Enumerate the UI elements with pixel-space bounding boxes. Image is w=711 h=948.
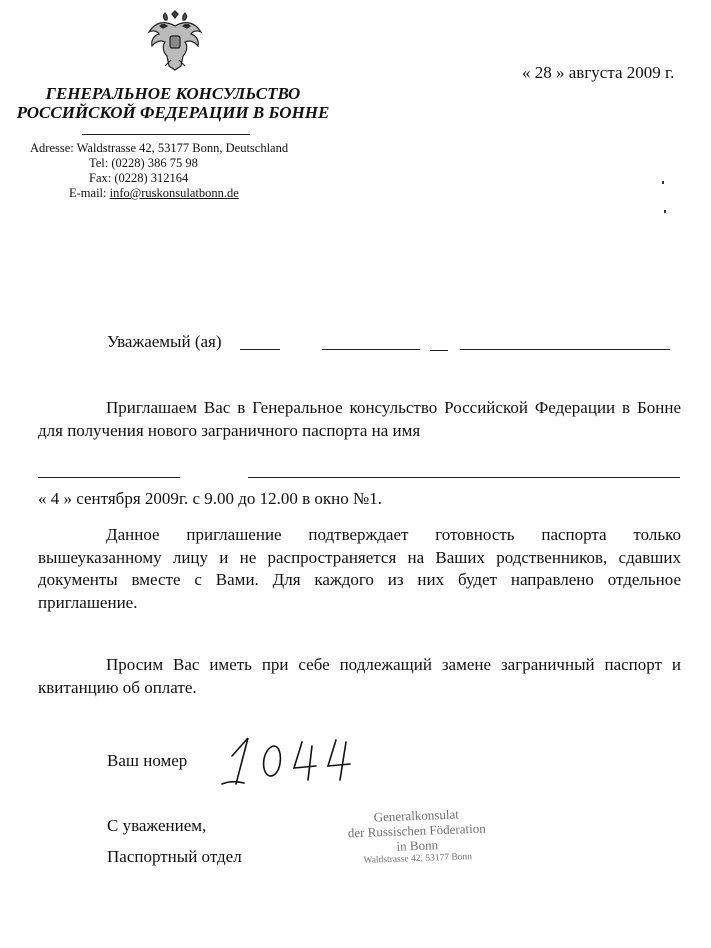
scan-speck — [664, 210, 666, 213]
stamp-line: in Bonn — [396, 837, 439, 854]
closing-phrase: С уважением, — [107, 816, 207, 835]
name-blank-line — [430, 350, 448, 351]
name-blank-line — [460, 349, 670, 350]
invitation-paragraph: Приглашаем Вас в Генеральное консульство Российской Федерации в Бонне для получения нового заграничного паспорта на имя — [38, 398, 681, 440]
address-fax: Fax: (0228) 312164 — [89, 171, 189, 185]
address-email-row — [69, 186, 239, 201]
salutation: Уважаемый (ая) — [107, 332, 222, 351]
name-blank-line — [322, 349, 420, 350]
department-name: Паспортный отдел — [107, 847, 242, 866]
requirements-paragraph: Просим Вас иметь при себе подлежащий замене заграничный паспорт и квитанцию об оплате. — [38, 655, 681, 697]
stamp-line: der Russischen Föderation — [347, 820, 486, 841]
passport-name-blank-line — [38, 477, 180, 478]
consulate-name-line1: ГЕНЕРАЛЬНОЕ КОНСУЛЬСТВО — [45, 84, 301, 103]
confirmation-paragraph: Данное приглашение подтверждает готовность паспорта только вышеуказанному лицу и не распространяется на Ваших родственников, сдавших документы вместе с Вами. Для каждого из них будет направлено отдельное приглашение. — [38, 525, 681, 612]
header-divider — [82, 134, 250, 135]
consulate-name-line2: РОССИЙСКОЙ ФЕДЕРАЦИИ В БОННЕ — [16, 103, 330, 122]
scan-speck — [662, 181, 664, 184]
stamp-line: Waldstrasse 42, 53177 Bonn — [363, 852, 473, 866]
passport-name-blank-line — [248, 477, 680, 478]
handwritten-number — [218, 734, 368, 790]
appointment-line: « 4 » сентября 2009г. с 9.00 до 12.00 в окно №1. — [38, 489, 382, 508]
letter-date: « 28 » августа 2009 г. — [522, 63, 675, 82]
address-street: Adresse: Waldstrasse 42, 53177 Bonn, Deutschland — [30, 141, 289, 155]
email-label: E-mail: — [69, 186, 107, 200]
name-blank-line — [240, 349, 280, 350]
consulate-stamp — [321, 805, 513, 870]
number-label: Ваш номер — [107, 751, 188, 770]
address-tel: Tel: (0228) 386 75 98 — [89, 156, 198, 170]
coat-of-arms-emblem-icon — [143, 8, 207, 72]
stamp-line: Generalkonsulat — [373, 806, 460, 825]
email-link[interactable]: info@ruskonsulatbonn.de — [109, 186, 239, 200]
